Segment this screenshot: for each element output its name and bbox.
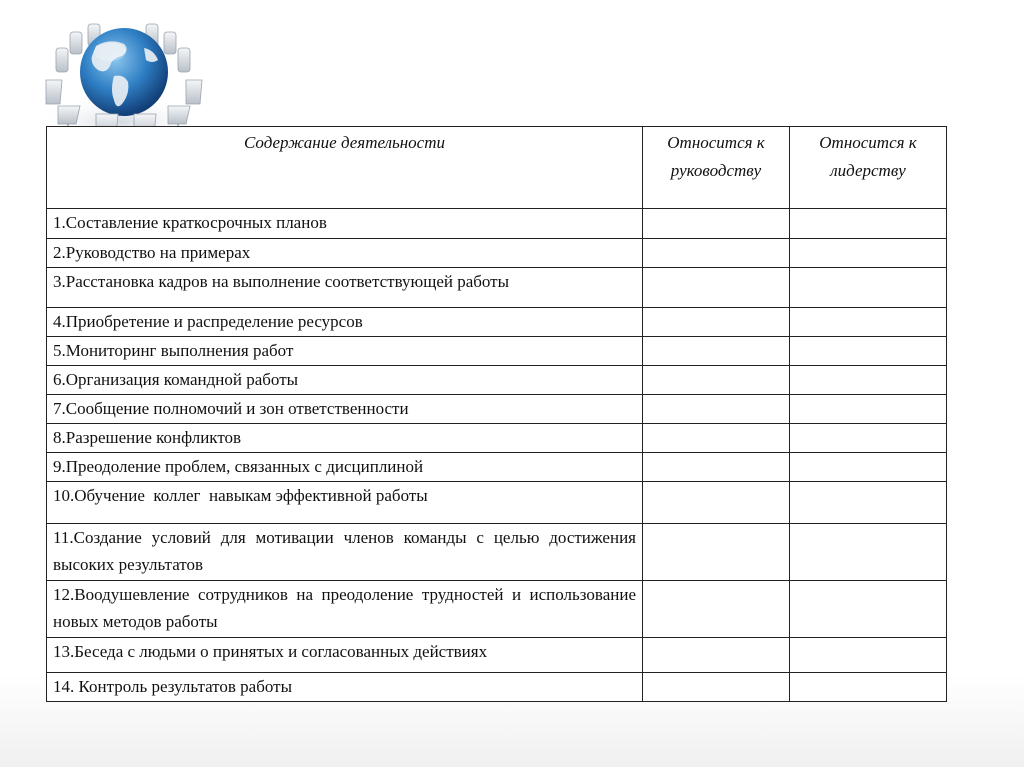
management-cell[interactable] [643,337,790,366]
activity-cell: 13.Беседа с людьми о принятых и согласованных действиях [47,638,643,673]
header-leadership: Относится к лидерству [790,127,947,209]
management-cell[interactable] [643,209,790,239]
table-row [47,453,947,482]
table-row [47,638,947,673]
leadership-cell[interactable] [790,395,947,424]
activity-cell: 8.Разрешение конфликтов [47,424,643,453]
table-row [47,209,947,239]
table-row [47,366,947,395]
management-cell[interactable] [643,524,790,581]
leadership-cell[interactable] [790,366,947,395]
table-header-row [47,127,947,209]
activity-cell: 4.Приобретение и распределение ресурсов [47,308,643,337]
activity-cell: 12.Воодушевление сотрудников на преодоление трудностей и использование новых методов работы [47,581,643,638]
table-row [47,581,947,638]
management-cell[interactable] [643,453,790,482]
leadership-cell[interactable] [790,239,947,268]
activity-cell: 2.Руководство на примерах [47,239,643,268]
management-cell[interactable] [643,638,790,673]
activity-cell: 14. Контроль результатов работы [47,673,643,702]
leadership-cell[interactable] [790,209,947,239]
management-cell[interactable] [643,239,790,268]
table-row [47,482,947,524]
management-cell[interactable] [643,268,790,308]
table-row [47,673,947,702]
leadership-cell[interactable] [790,638,947,673]
header-management: Относится к руководству [643,127,790,209]
table-row [47,239,947,268]
activity-cell: 1.Составление краткосрочных планов [47,209,643,239]
management-cell[interactable] [643,366,790,395]
table-row [47,268,947,308]
table-row [47,424,947,453]
activity-cell: 6.Организация командной работы [47,366,643,395]
leadership-cell[interactable] [790,673,947,702]
leadership-cell[interactable] [790,482,947,524]
header-content: Содержание деятельности [47,127,643,209]
activity-cell: 9.Преодоление проблем, связанных с дисциплиной [47,453,643,482]
leadership-cell[interactable] [790,581,947,638]
leadership-cell[interactable] [790,453,947,482]
management-cell[interactable] [643,581,790,638]
table-row [47,395,947,424]
activity-cell: 10.Обучение коллег навыкам эффективной работы [47,482,643,524]
leadership-cell[interactable] [790,268,947,308]
management-cell[interactable] [643,308,790,337]
leadership-cell[interactable] [790,524,947,581]
activity-cell: 3.Расстановка кадров на выполнение соответствующей работы [47,268,643,308]
leadership-cell[interactable] [790,308,947,337]
activities-table [46,126,947,702]
table-row [47,337,947,366]
table-row [47,308,947,337]
activity-cell: 7.Сообщение полномочий и зон ответственности [47,395,643,424]
management-cell[interactable] [643,424,790,453]
management-cell[interactable] [643,673,790,702]
leadership-cell[interactable] [790,337,947,366]
management-cell[interactable] [643,482,790,524]
activity-cell: 5.Мониторинг выполнения работ [47,337,643,366]
activity-cell: 11.Создание условий для мотивации членов команды с целью достижения высоких результатов [47,524,643,581]
leadership-cell[interactable] [790,424,947,453]
table-row [47,524,947,581]
management-cell[interactable] [643,395,790,424]
